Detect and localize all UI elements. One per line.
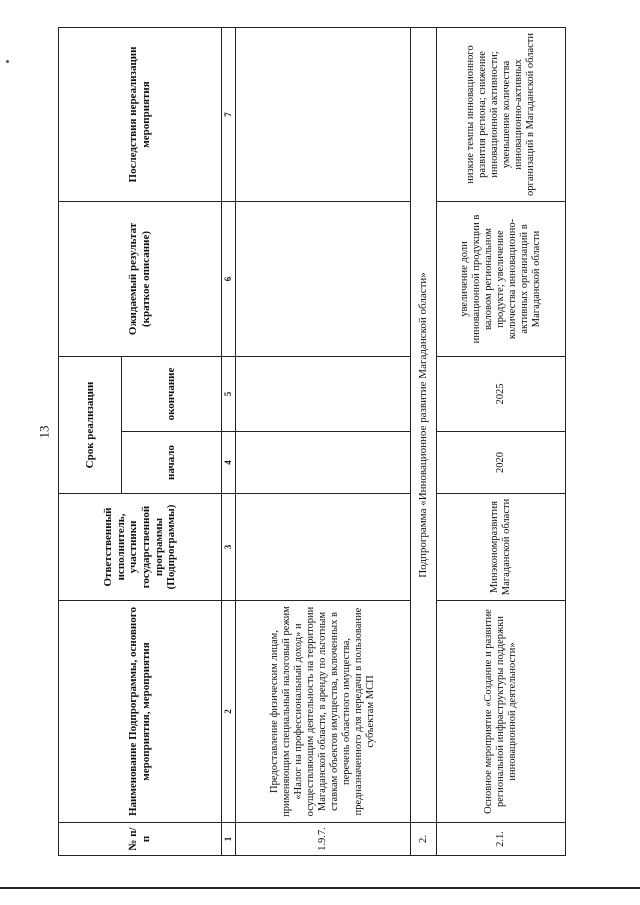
subprogram-row	[411, 27, 437, 855]
page-bottom-rule	[0, 887, 640, 889]
row-start	[236, 432, 411, 494]
col-index-3: 3	[222, 494, 236, 601]
subprogram-num: 2.	[411, 823, 437, 856]
row-result: увеличение доли инновационной продукции в валовом региональном продукте; увеличение количества инновационно-активных организаций в Магаданской области	[437, 201, 566, 356]
header-start: начало	[122, 432, 222, 494]
row-end	[236, 356, 411, 431]
row-name: Предоставление физическим лицам, применяющим специальный налоговый режим «Налог на профессиональный доход» и осуществляющим деятельность на территории Магаданской области, в аренду по льготным ставкам объектов имущества, включенных в перечень областного имущества, предназначенного для передачи в пользование субъектам МСП	[236, 601, 411, 823]
row-num: 1.9.7.	[236, 823, 411, 856]
row-executor	[236, 494, 411, 601]
col-index-2: 2	[222, 601, 236, 823]
header-period: Срок реализации	[59, 356, 122, 493]
row-start: 2020	[437, 432, 566, 494]
rotated-table-wrapper	[58, 28, 565, 856]
col-index-6: 6	[222, 201, 236, 356]
header-name: Наименование Подпрограммы, основного мероприятия, мероприятия	[59, 601, 222, 823]
header-result: Ожидаемый результат (краткое описание)	[59, 201, 222, 356]
col-index-4: 4	[222, 432, 236, 494]
row-num: 2.1.	[437, 823, 566, 856]
header-end: окончание	[122, 356, 222, 431]
subprogram-title: Подпрограмма «Инновационное развитие Магаданской области»	[411, 27, 437, 822]
header-consequences: Последствия нереализации мероприятия	[59, 27, 222, 201]
table-row	[236, 27, 411, 855]
activities-table	[58, 27, 566, 856]
header-executor: Ответственный исполнитель, участники государственной программы (Подпрограммы)	[59, 494, 222, 601]
col-index-7: 7	[222, 27, 236, 201]
row-end: 2025	[437, 356, 566, 431]
table-row	[437, 27, 566, 855]
row-executor: Минэкономразвития Магаданской области	[437, 494, 566, 601]
row-consequences: низкие темпы инновационного развития региона; снижение инновационной активности; уменьшение количества инновационно-активных организаций в Магаданской области	[437, 27, 566, 201]
scan-speck	[6, 60, 9, 63]
col-index-5: 5	[222, 356, 236, 431]
page-number: 13	[36, 425, 52, 439]
header-num: № п/п	[59, 823, 222, 856]
col-index-1: 1	[222, 823, 236, 856]
row-name: Основное мероприятие «Создание и развитие региональной инфраструктуры поддержки инновационной деятельности»	[437, 601, 566, 823]
row-consequences	[236, 27, 411, 201]
row-result	[236, 201, 411, 356]
